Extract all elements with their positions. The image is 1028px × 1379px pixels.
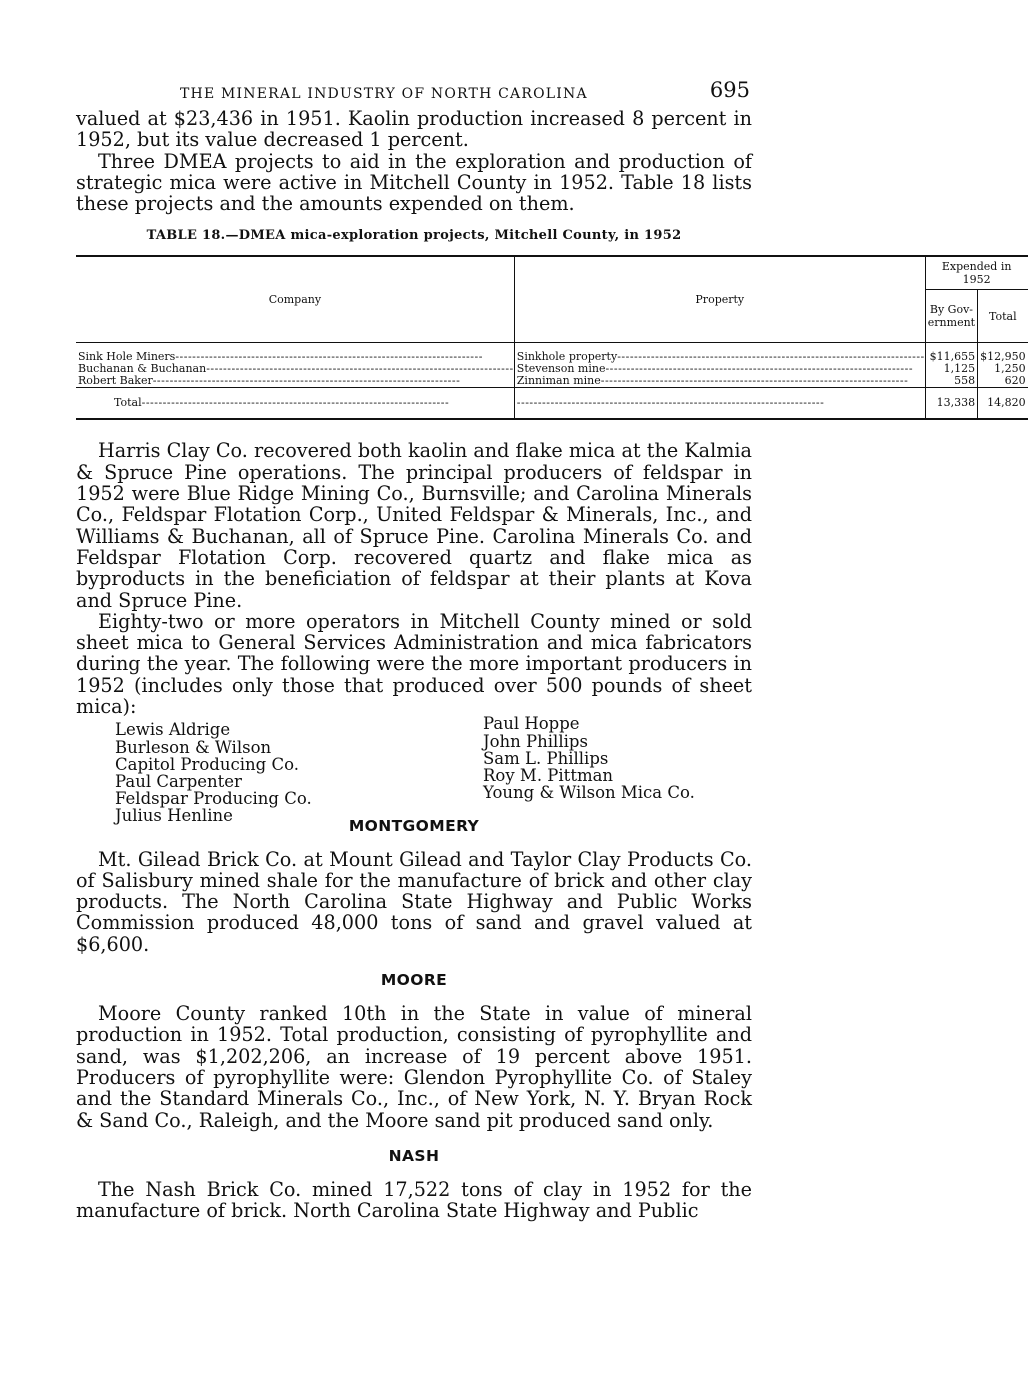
list-item: Paul Hoppe	[483, 714, 580, 734]
section-heading-moore: MOORE	[380, 971, 448, 990]
section-heading-montgomery: MONTGOMERY	[348, 816, 480, 835]
cell-property: Stevenson mine - - -	[514, 363, 925, 375]
paragraph-moore: Moore County ranked 10th in the State in value of mineral production in 1952. Total production, consisting of pyrophyllite and sand, was $1,202,206, an increase of 19 percent above 1951. Producers of pyrophyllite were: Glendon Pyrophyllite Co. of Staley and the Standard Minerals Co., Inc., of New York, N. Y. Bryan Rock & Sand Co., Raleigh, and the Moore sand pit produced sand only.	[76, 1002, 752, 1132]
cell-by-government: 1,125	[925, 363, 977, 375]
list-item: Sam L. Phillips	[483, 748, 609, 768]
cell-property: Sinkhole property - - -	[514, 351, 925, 363]
paragraph-harris-clay: Harris Clay Co. recovered both kaolin and flake mica at the Kalmia & Spruce Pine operations. The principal producers of feldspar in 1952 were Blue Ridge Mining Co., Burnsville; and Carolina Minerals Co., Feldspar Flotation Corp., United Feldspar & Minerals, Inc., and Williams & Buchanan, all of Spruce Pine. Carolina Minerals Co. and Feldspar Flotation Corp. recovered quartz and flake mica as byproducts in the beneficiation of feldspar at their plants at Kova and Spruce Pine.	[76, 439, 752, 612]
cell-total: 1,250	[994, 362, 1026, 376]
cell-property: Zinniman mine - - -	[514, 375, 925, 388]
list-item: Julius Henline	[115, 806, 233, 826]
cell-by-government: 558	[925, 375, 977, 388]
header-company: Company	[76, 256, 514, 343]
header-expended: Expended in 1952	[925, 256, 1027, 290]
page-number: 695	[709, 78, 750, 102]
running-head	[76, 78, 752, 108]
list-item: Capitol Producing Co.	[115, 754, 299, 774]
cell-total: 620	[978, 375, 1028, 388]
list-item: Roy M. Pittman	[483, 765, 614, 785]
list-item: Feldspar Producing Co.	[115, 789, 312, 809]
list-item: John Phillips	[483, 731, 588, 751]
document-page	[76, 78, 1026, 1223]
running-title: THE MINERAL INDUSTRY OF NORTH CAROLINA	[180, 86, 588, 102]
cell-total: $12,950	[980, 350, 1026, 364]
paragraph-dmea-projects: Three DMEA projects to aid in the exploration and production of strategic mica were active in Mitchell County in 1952. Table 18 lists these projects and the amounts expended on them.	[76, 149, 752, 216]
table-row	[76, 375, 1028, 388]
cell-by-government: $11,655	[925, 351, 977, 363]
list-item: Young & Wilson Mica Co.	[483, 783, 695, 803]
cell-company: Sink Hole Miners - - -	[76, 351, 514, 363]
cell-total-property-leader	[514, 388, 925, 420]
list-item: Lewis Aldrige	[115, 720, 231, 740]
paragraph-kaolin-value: valued at $23,436 in 1951. Kaolin production increased 8 percent in 1952, but its value decreased 1 percent.	[76, 107, 752, 152]
paragraph-montgomery: Mt. Gilead Brick Co. at Mount Gilead and Taylor Clay Products Co. of Salisbury mined shale for the manufacture of brick and other clay products. The North Carolina State Highway and Public Works Commission produced 48,000 tons of sand and gravel valued at $6,600.	[76, 847, 752, 956]
cell-company: Robert Baker - - -	[76, 375, 514, 388]
header-by-government: By Gov-ernment	[925, 290, 977, 343]
producer-list-left	[115, 721, 483, 824]
list-item: Burleson & Wilson	[115, 737, 272, 757]
table-total-row	[76, 388, 1028, 420]
producer-list-right	[483, 715, 695, 824]
paragraph-nash: The Nash Brick Co. mined 17,522 tons of clay in 1952 for the manufacture of brick. North Carolina State Highway and Public	[76, 1177, 752, 1223]
paragraph-mica-operators: Eighty-two or more operators in Mitchell County mined or sold sheet mica to General Services Administration and mica fabricators during the year. The following were the more important producers in 1952 (includes only those that produced over 500 pounds of sheet mica):	[76, 609, 752, 719]
header-property: Property	[514, 256, 925, 343]
table-18-title: TABLE 18.—DMEA mica-exploration projects, Mitchell County, in 1952	[146, 228, 682, 244]
cell-total-by-government: 13,338	[925, 388, 977, 420]
section-heading-nash: NASH	[388, 1146, 440, 1165]
cell-total-label: Total - - -	[76, 388, 514, 420]
cell-company: Buchanan & Buchanan - - -	[76, 363, 514, 375]
header-total: Total	[978, 290, 1028, 343]
table-18	[76, 255, 1028, 420]
list-item: Paul Carpenter	[115, 771, 242, 791]
cell-total-total: 14,820	[987, 396, 1026, 410]
